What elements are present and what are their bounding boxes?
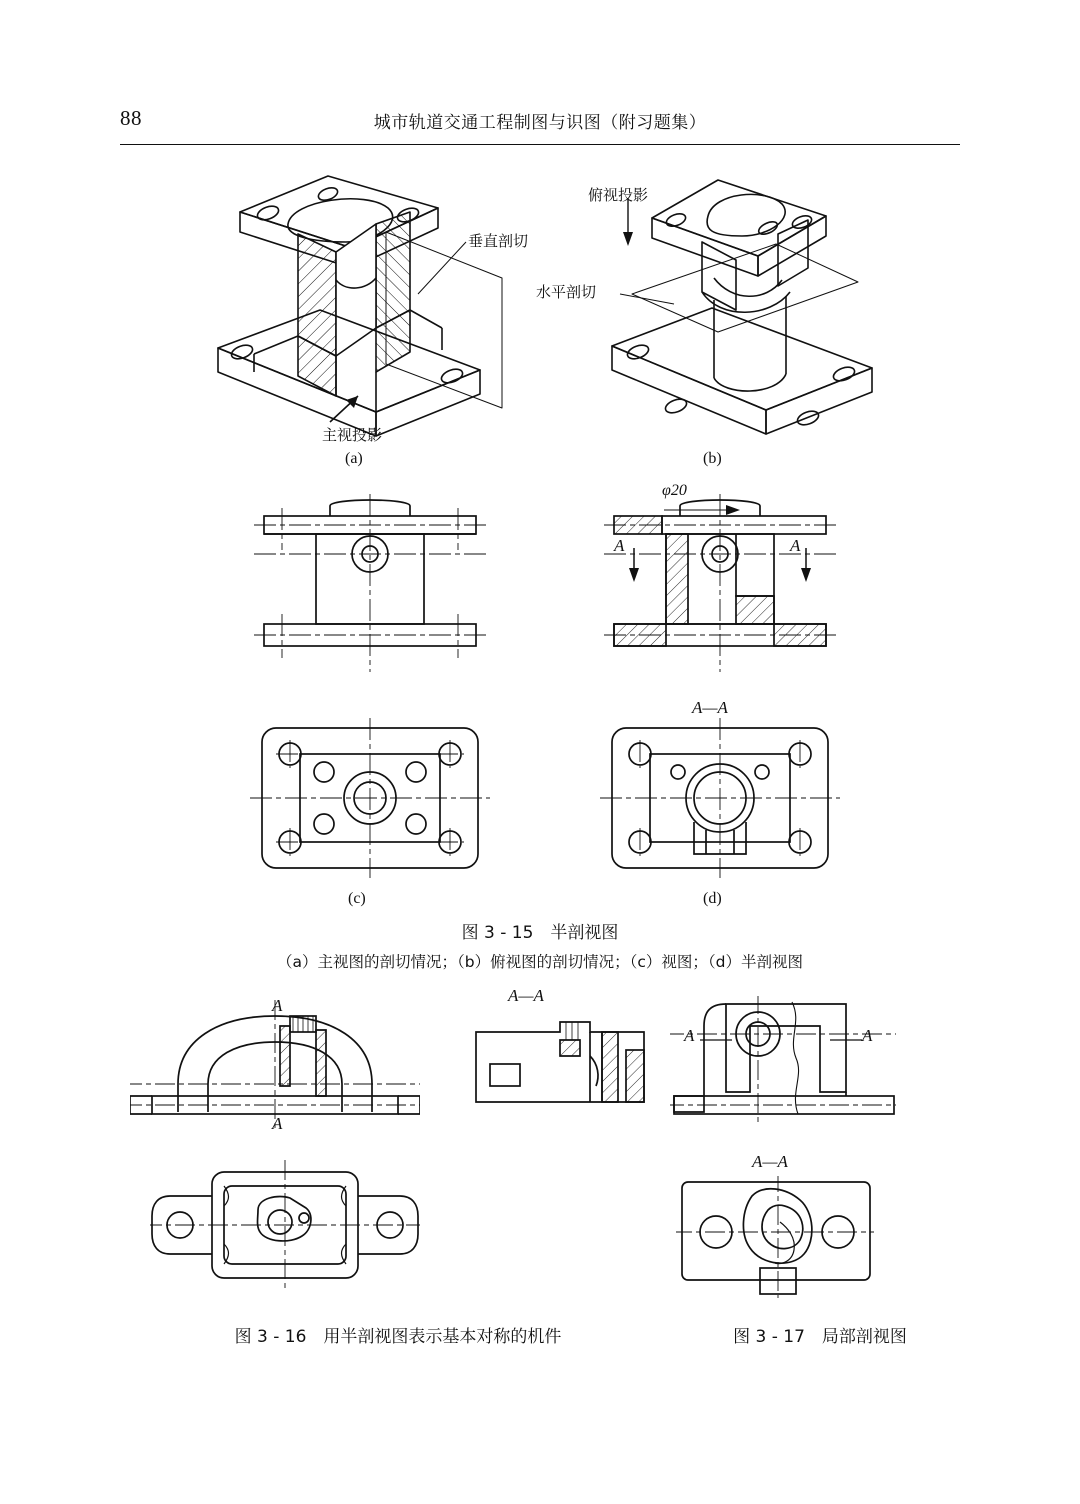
annotation-top-projection: 俯视投影 xyxy=(588,186,649,204)
figure-3-15c-top-view xyxy=(248,718,492,878)
sublabel-c: (c) xyxy=(348,890,366,907)
figure-3-15d-section-top-view xyxy=(598,718,842,878)
page-number: 88 xyxy=(120,106,142,130)
annotation-front-projection: 主视投影 xyxy=(322,426,383,444)
figure-3-17-section-line-right xyxy=(828,1034,864,1046)
leader-horizontal-cut xyxy=(618,286,678,312)
figure-3-16-section-aa-view xyxy=(470,1010,650,1130)
dimension-arrow-phi20 xyxy=(660,500,750,520)
section-label-a-left: A xyxy=(614,536,625,555)
figure-3-16-section-label-top: A xyxy=(272,996,283,1015)
header-divider xyxy=(120,144,960,145)
figure-3-16-top-view xyxy=(150,1160,420,1290)
dimension-phi20: φ20 xyxy=(662,482,687,499)
section-view-title-aa: A—A xyxy=(692,698,728,717)
figure-3-17-section-label-left: A xyxy=(684,1026,695,1045)
page-header xyxy=(120,100,960,148)
leader-vertical-cut xyxy=(400,236,480,306)
figure-3-16-section-label-bottom: A xyxy=(272,1114,283,1133)
annotation-horizontal-cut: 水平剖切 xyxy=(536,283,597,301)
figure-3-15a-drawing xyxy=(180,160,540,460)
figure-3-15d-half-section-view xyxy=(600,492,840,682)
figure-3-17-front-view xyxy=(670,996,900,1136)
sublabel-b: (b) xyxy=(703,450,722,467)
sublabel-a: (a) xyxy=(345,450,363,467)
figure-3-15-subcaption: （a）主视图的剖切情况；（b）俯视图的剖切情况；（c）视图；（d）半剖视图 xyxy=(277,953,803,971)
section-label-a-right: A xyxy=(790,536,801,555)
figure-3-17-caption: 图 3 - 17 局部剖视图 xyxy=(733,1327,907,1347)
sublabel-d: (d) xyxy=(703,890,722,907)
figure-3-15-caption: 图 3 - 15 半剖视图 xyxy=(461,923,619,943)
figure-3-16-section-view-title: A—A xyxy=(508,986,544,1005)
figure-3-17-section-view-title: A—A xyxy=(752,1152,788,1171)
figure-3-15c-front-view xyxy=(250,492,490,682)
annotation-vertical-cut: 垂直剖切 xyxy=(468,232,529,250)
running-title: 城市轨道交通工程制图与识图（附习题集） xyxy=(373,113,707,133)
figure-3-16-caption: 图 3 - 16 用半剖视图表示基本对称的机件 xyxy=(234,1327,562,1347)
figure-3-17-section-line-left xyxy=(700,1034,736,1046)
figure-3-17-section-label-right: A xyxy=(862,1026,873,1045)
figure-3-17-section-aa-view xyxy=(676,1176,876,1301)
